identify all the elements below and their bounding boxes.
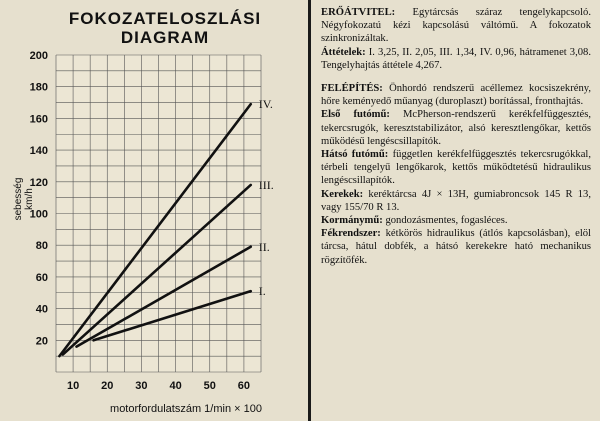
spec-rear-suspension-heading: Hátsó futómű: [321,149,389,161]
y-tick-label: 60 [35,271,48,284]
spec-rear-suspension [321,148,591,188]
spec-brakes [321,227,591,267]
x-tick-label: 20 [101,380,114,392]
gear-label-4: IV. [258,97,273,112]
y-tick-label: 100 [29,208,48,221]
gear-label-2: II. [258,239,270,254]
x-tick-label: 60 [237,380,251,392]
spec-front-suspension-body: McPherson-rendszerű kerékfelfüggesztés, tekercsrugók, keresztstabilizátor, alsó keresztlengőkar, kettős működésű lengéscsillapítók. [321,109,591,147]
x-tick-label: 40 [169,380,182,392]
spec-ratios-heading: Áttételek: [321,46,366,58]
spec-wheels-body: keréktárcsa 4J × 13H, gumiabroncsok 145 R 13, vagy 155/70 R 13. [321,188,591,213]
spec-body-structure-heading: FELÉPÍTÉS: [321,83,383,95]
y-tick-label: 200 [29,50,48,62]
spec-body-structure [321,82,591,108]
y-tick-label: 40 [35,303,48,316]
spec-steering-body: gondozásmentes, fogasléces. [385,215,508,227]
y-tick-label: 180 [29,81,48,94]
chart-title-line-2: DIAGRAM [120,28,210,47]
y-tick-label: 20 [35,335,48,348]
x-tick-label: 10 [66,380,80,392]
spec-transmission [321,6,591,46]
y-tick-label: 160 [29,113,48,126]
spec-text-panel [321,6,591,267]
x-tick-label: 50 [203,380,216,392]
spec-ratios-body: I. 3,25, II. 2,05, III. 1,34, IV. 0,96, hátramenet 3,08. Tengelyhajtás áttétele 4,267. [321,46,591,71]
spec-wheels [321,188,591,214]
y-axis-label: sebesség km/h [13,177,35,221]
spec-body-structure-body: Önhordó rendszerű acéllemez kocsiszekrény, hőre keményedő műanyag (duroplaszt) borítással, fronthajtás. [321,83,592,108]
y-tick-label: 80 [35,240,48,253]
spec-front-suspension-heading: Első futómű: [321,109,390,121]
panel-divider [308,0,311,421]
x-axis-label: motorfordulatszám 1/min × 100 [110,403,262,415]
spec-brakes-heading: Fékrendszer: [321,228,381,240]
spec-rear-suspension-body: független kerékfelfüggesztés tekercsrugókkal, térbeli tengelyű lengőkarok, kettős működtetésű hidraulikus lengéscsillapítók. [321,149,591,187]
spec-steering-heading: Kormánymű: [321,215,383,227]
spec-brakes-body: kétkörös hidraulikus (átlós kapcsolásban), elöl tárcsa, hátul dobfék, a hátsó kerekekre ható mechanikus rögzítőfék. [321,228,591,266]
y-tick-label: 120 [29,176,48,189]
chart-title-line-1: FOKOZATELOSZLÁSI [68,9,262,28]
gear-label-1: I. [258,284,266,299]
spec-front-suspension [321,108,591,148]
spec-ratios [321,46,591,72]
spec-transmission-body: Egytárcsás száraz tengelykapcsoló. Négyfokozatú kézi kapcsolású váltómű. A fokozatok szinkronizáltak. [321,7,591,45]
spec-wheels-heading: Kerekek: [321,188,364,200]
spec-transmission-heading: ERŐÁTVITEL: [321,7,396,18]
x-tick-label: 30 [135,380,148,392]
y-tick-label: 140 [29,145,48,158]
gear-label-3: III. [258,177,274,192]
spec-steering [321,214,591,227]
